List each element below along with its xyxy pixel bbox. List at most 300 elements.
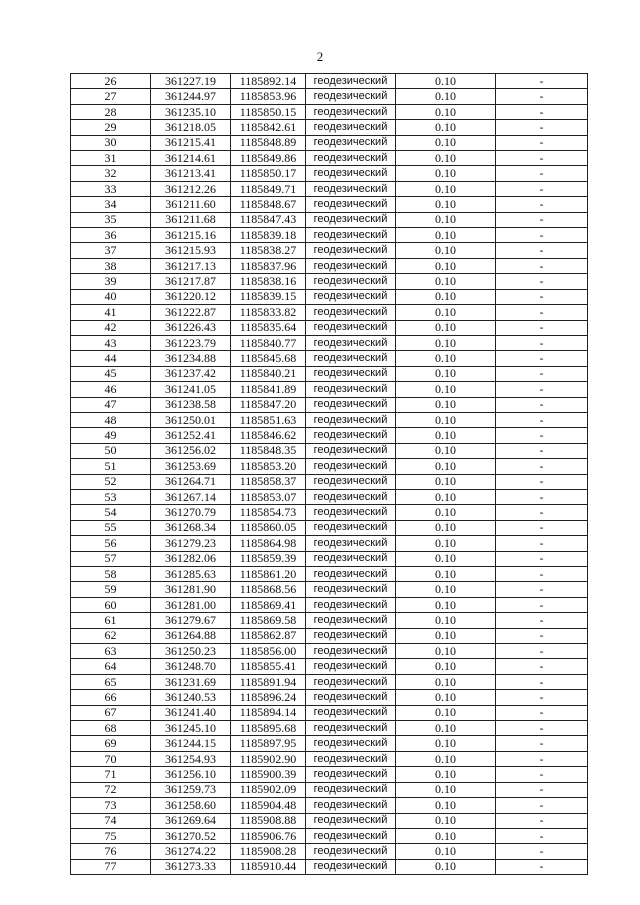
point-number-cell: 38	[71, 258, 151, 273]
note-cell: -	[496, 844, 588, 859]
point-number-cell: 69	[71, 736, 151, 751]
method-cell: геодезический	[306, 644, 396, 659]
precision-cell: 0.10	[396, 351, 496, 366]
point-number-cell: 72	[71, 782, 151, 797]
precision-cell: 0.10	[396, 382, 496, 397]
precision-cell: 0.10	[396, 536, 496, 551]
note-cell: -	[496, 305, 588, 320]
method-cell: геодезический	[306, 798, 396, 813]
x-coordinate-cell: 361215.93	[151, 243, 231, 258]
precision-cell: 0.10	[396, 736, 496, 751]
x-coordinate-cell: 361234.88	[151, 351, 231, 366]
point-number-cell: 33	[71, 181, 151, 196]
note-cell: -	[496, 320, 588, 335]
table-row	[71, 751, 588, 766]
x-coordinate-cell: 361217.13	[151, 258, 231, 273]
method-cell: геодезический	[306, 335, 396, 350]
precision-cell: 0.10	[396, 813, 496, 828]
y-coordinate-cell: 1185847.20	[231, 397, 306, 412]
table-row	[71, 459, 588, 474]
note-cell: -	[496, 289, 588, 304]
note-cell: -	[496, 644, 588, 659]
x-coordinate-cell: 361240.53	[151, 690, 231, 705]
y-coordinate-cell: 1185841.89	[231, 382, 306, 397]
table-row	[71, 135, 588, 150]
x-coordinate-cell: 361279.67	[151, 613, 231, 628]
method-cell: геодезический	[306, 243, 396, 258]
method-cell: геодезический	[306, 613, 396, 628]
method-cell: геодезический	[306, 582, 396, 597]
table-row	[71, 382, 588, 397]
point-number-cell: 59	[71, 582, 151, 597]
precision-cell: 0.10	[396, 582, 496, 597]
x-coordinate-cell: 361267.14	[151, 489, 231, 504]
precision-cell: 0.10	[396, 135, 496, 150]
table-row	[71, 74, 588, 89]
point-number-cell: 40	[71, 289, 151, 304]
note-cell: -	[496, 166, 588, 181]
y-coordinate-cell: 1185855.41	[231, 659, 306, 674]
method-cell: геодезический	[306, 104, 396, 119]
table-row	[71, 782, 588, 797]
y-coordinate-cell: 1185904.48	[231, 798, 306, 813]
y-coordinate-cell: 1185858.37	[231, 474, 306, 489]
table-row	[71, 844, 588, 859]
table-row	[71, 305, 588, 320]
note-cell: -	[496, 228, 588, 243]
method-cell: геодезический	[306, 197, 396, 212]
x-coordinate-cell: 361213.41	[151, 166, 231, 181]
point-number-cell: 29	[71, 120, 151, 135]
point-number-cell: 51	[71, 459, 151, 474]
table-row	[71, 151, 588, 166]
note-cell: -	[496, 736, 588, 751]
precision-cell: 0.10	[396, 459, 496, 474]
y-coordinate-cell: 1185847.43	[231, 212, 306, 227]
method-cell: геодезический	[306, 859, 396, 874]
x-coordinate-cell: 361269.64	[151, 813, 231, 828]
table-row	[71, 628, 588, 643]
table-row	[71, 582, 588, 597]
note-cell: -	[496, 197, 588, 212]
y-coordinate-cell: 1185849.86	[231, 151, 306, 166]
point-number-cell: 65	[71, 674, 151, 689]
method-cell: геодезический	[306, 120, 396, 135]
y-coordinate-cell: 1185856.00	[231, 644, 306, 659]
x-coordinate-cell: 361212.26	[151, 181, 231, 196]
table-row	[71, 721, 588, 736]
precision-cell: 0.10	[396, 690, 496, 705]
point-number-cell: 67	[71, 705, 151, 720]
table-row	[71, 258, 588, 273]
method-cell: геодезический	[306, 767, 396, 782]
y-coordinate-cell: 1185837.96	[231, 258, 306, 273]
method-cell: геодезический	[306, 74, 396, 89]
y-coordinate-cell: 1185840.77	[231, 335, 306, 350]
note-cell: -	[496, 628, 588, 643]
note-cell: -	[496, 690, 588, 705]
x-coordinate-cell: 361264.71	[151, 474, 231, 489]
method-cell: геодезический	[306, 212, 396, 227]
note-cell: -	[496, 705, 588, 720]
note-cell: -	[496, 89, 588, 104]
precision-cell: 0.10	[396, 335, 496, 350]
note-cell: -	[496, 505, 588, 520]
table-row	[71, 674, 588, 689]
note-cell: -	[496, 382, 588, 397]
y-coordinate-cell: 1185838.27	[231, 243, 306, 258]
y-coordinate-cell: 1185897.95	[231, 736, 306, 751]
x-coordinate-cell: 361215.41	[151, 135, 231, 150]
note-cell: -	[496, 721, 588, 736]
precision-cell: 0.10	[396, 289, 496, 304]
precision-cell: 0.10	[396, 474, 496, 489]
point-number-cell: 48	[71, 412, 151, 427]
x-coordinate-cell: 361270.52	[151, 828, 231, 843]
method-cell: геодезический	[306, 397, 396, 412]
y-coordinate-cell: 1185833.82	[231, 305, 306, 320]
x-coordinate-cell: 361218.05	[151, 120, 231, 135]
precision-cell: 0.10	[396, 258, 496, 273]
point-number-cell: 36	[71, 228, 151, 243]
method-cell: геодезический	[306, 228, 396, 243]
table-row	[71, 166, 588, 181]
table-row	[71, 659, 588, 674]
x-coordinate-cell: 361250.23	[151, 644, 231, 659]
precision-cell: 0.10	[396, 844, 496, 859]
table-row	[71, 520, 588, 535]
y-coordinate-cell: 1185840.21	[231, 366, 306, 381]
y-coordinate-cell: 1185908.88	[231, 813, 306, 828]
x-coordinate-cell: 361244.97	[151, 89, 231, 104]
point-number-cell: 64	[71, 659, 151, 674]
y-coordinate-cell: 1185868.56	[231, 582, 306, 597]
table-row	[71, 320, 588, 335]
precision-cell: 0.10	[396, 644, 496, 659]
point-number-cell: 30	[71, 135, 151, 150]
table-row	[71, 351, 588, 366]
x-coordinate-cell: 361211.68	[151, 212, 231, 227]
table-row	[71, 798, 588, 813]
x-coordinate-cell: 361227.19	[151, 74, 231, 89]
x-coordinate-cell: 361264.88	[151, 628, 231, 643]
y-coordinate-cell: 1185849.71	[231, 181, 306, 196]
x-coordinate-cell: 361256.02	[151, 443, 231, 458]
point-number-cell: 49	[71, 428, 151, 443]
x-coordinate-cell: 361281.00	[151, 597, 231, 612]
note-cell: -	[496, 120, 588, 135]
method-cell: геодезический	[306, 428, 396, 443]
y-coordinate-cell: 1185902.90	[231, 751, 306, 766]
point-number-cell: 71	[71, 767, 151, 782]
point-number-cell: 44	[71, 351, 151, 366]
precision-cell: 0.10	[396, 366, 496, 381]
x-coordinate-cell: 361253.69	[151, 459, 231, 474]
method-cell: геодезический	[306, 844, 396, 859]
method-cell: геодезический	[306, 166, 396, 181]
note-cell: -	[496, 674, 588, 689]
method-cell: геодезический	[306, 351, 396, 366]
x-coordinate-cell: 361281.90	[151, 582, 231, 597]
table-row	[71, 474, 588, 489]
note-cell: -	[496, 104, 588, 119]
method-cell: геодезический	[306, 813, 396, 828]
precision-cell: 0.10	[396, 104, 496, 119]
point-number-cell: 31	[71, 151, 151, 166]
precision-cell: 0.10	[396, 613, 496, 628]
point-number-cell: 57	[71, 551, 151, 566]
y-coordinate-cell: 1185846.62	[231, 428, 306, 443]
precision-cell: 0.10	[396, 859, 496, 874]
precision-cell: 0.10	[396, 74, 496, 89]
note-cell: -	[496, 443, 588, 458]
precision-cell: 0.10	[396, 489, 496, 504]
precision-cell: 0.10	[396, 767, 496, 782]
y-coordinate-cell: 1185864.98	[231, 536, 306, 551]
note-cell: -	[496, 366, 588, 381]
table-row	[71, 767, 588, 782]
table-row	[71, 690, 588, 705]
method-cell: геодезический	[306, 151, 396, 166]
y-coordinate-cell: 1185902.09	[231, 782, 306, 797]
method-cell: геодезический	[306, 659, 396, 674]
y-coordinate-cell: 1185869.41	[231, 597, 306, 612]
method-cell: геодезический	[306, 828, 396, 843]
x-coordinate-cell: 361235.10	[151, 104, 231, 119]
method-cell: геодезический	[306, 89, 396, 104]
point-number-cell: 42	[71, 320, 151, 335]
point-number-cell: 75	[71, 828, 151, 843]
table-row	[71, 736, 588, 751]
note-cell: -	[496, 813, 588, 828]
table-row	[71, 443, 588, 458]
x-coordinate-cell: 361211.60	[151, 197, 231, 212]
precision-cell: 0.10	[396, 505, 496, 520]
table-row	[71, 397, 588, 412]
precision-cell: 0.10	[396, 120, 496, 135]
method-cell: геодезический	[306, 551, 396, 566]
table-row	[71, 120, 588, 135]
precision-cell: 0.10	[396, 659, 496, 674]
point-number-cell: 47	[71, 397, 151, 412]
method-cell: геодезический	[306, 366, 396, 381]
note-cell: -	[496, 782, 588, 797]
point-number-cell: 55	[71, 520, 151, 535]
y-coordinate-cell: 1185838.16	[231, 274, 306, 289]
table-row	[71, 489, 588, 504]
point-number-cell: 76	[71, 844, 151, 859]
x-coordinate-cell: 361279.23	[151, 536, 231, 551]
x-coordinate-cell: 361248.70	[151, 659, 231, 674]
note-cell: -	[496, 859, 588, 874]
x-coordinate-cell: 361222.87	[151, 305, 231, 320]
precision-cell: 0.10	[396, 243, 496, 258]
method-cell: геодезический	[306, 597, 396, 612]
precision-cell: 0.10	[396, 274, 496, 289]
note-cell: -	[496, 412, 588, 427]
point-number-cell: 66	[71, 690, 151, 705]
method-cell: геодезический	[306, 135, 396, 150]
note-cell: -	[496, 597, 588, 612]
y-coordinate-cell: 1185908.28	[231, 844, 306, 859]
method-cell: геодезический	[306, 443, 396, 458]
coordinates-table	[70, 73, 588, 875]
point-number-cell: 52	[71, 474, 151, 489]
method-cell: геодезический	[306, 520, 396, 535]
note-cell: -	[496, 258, 588, 273]
point-number-cell: 58	[71, 567, 151, 582]
table-row	[71, 412, 588, 427]
point-number-cell: 32	[71, 166, 151, 181]
note-cell: -	[496, 567, 588, 582]
precision-cell: 0.10	[396, 181, 496, 196]
method-cell: геодезический	[306, 459, 396, 474]
x-coordinate-cell: 361256.10	[151, 767, 231, 782]
x-coordinate-cell: 361268.34	[151, 520, 231, 535]
table-row	[71, 813, 588, 828]
point-number-cell: 39	[71, 274, 151, 289]
point-number-cell: 34	[71, 197, 151, 212]
precision-cell: 0.10	[396, 443, 496, 458]
y-coordinate-cell: 1185910.44	[231, 859, 306, 874]
x-coordinate-cell: 361282.06	[151, 551, 231, 566]
x-coordinate-cell: 361270.79	[151, 505, 231, 520]
note-cell: -	[496, 798, 588, 813]
y-coordinate-cell: 1185845.68	[231, 351, 306, 366]
table-row	[71, 428, 588, 443]
precision-cell: 0.10	[396, 721, 496, 736]
method-cell: геодезический	[306, 382, 396, 397]
y-coordinate-cell: 1185850.17	[231, 166, 306, 181]
note-cell: -	[496, 335, 588, 350]
point-number-cell: 62	[71, 628, 151, 643]
precision-cell: 0.10	[396, 151, 496, 166]
note-cell: -	[496, 582, 588, 597]
note-cell: -	[496, 243, 588, 258]
point-number-cell: 46	[71, 382, 151, 397]
y-coordinate-cell: 1185891.94	[231, 674, 306, 689]
method-cell: геодезический	[306, 567, 396, 582]
note-cell: -	[496, 151, 588, 166]
method-cell: геодезический	[306, 412, 396, 427]
table-row	[71, 551, 588, 566]
point-number-cell: 56	[71, 536, 151, 551]
table-row	[71, 335, 588, 350]
method-cell: геодезический	[306, 721, 396, 736]
y-coordinate-cell: 1185892.14	[231, 74, 306, 89]
note-cell: -	[496, 428, 588, 443]
precision-cell: 0.10	[396, 397, 496, 412]
x-coordinate-cell: 361220.12	[151, 289, 231, 304]
precision-cell: 0.10	[396, 782, 496, 797]
y-coordinate-cell: 1185850.15	[231, 104, 306, 119]
y-coordinate-cell: 1185869.58	[231, 613, 306, 628]
y-coordinate-cell: 1185851.63	[231, 412, 306, 427]
table-row	[71, 212, 588, 227]
precision-cell: 0.10	[396, 305, 496, 320]
method-cell: геодезический	[306, 705, 396, 720]
precision-cell: 0.10	[396, 428, 496, 443]
x-coordinate-cell: 361259.73	[151, 782, 231, 797]
method-cell: геодезический	[306, 782, 396, 797]
table-row	[71, 597, 588, 612]
precision-cell: 0.10	[396, 597, 496, 612]
note-cell: -	[496, 613, 588, 628]
precision-cell: 0.10	[396, 551, 496, 566]
precision-cell: 0.10	[396, 628, 496, 643]
x-coordinate-cell: 361254.93	[151, 751, 231, 766]
note-cell: -	[496, 536, 588, 551]
x-coordinate-cell: 361215.16	[151, 228, 231, 243]
method-cell: геодезический	[306, 289, 396, 304]
x-coordinate-cell: 361237.42	[151, 366, 231, 381]
method-cell: геодезический	[306, 181, 396, 196]
y-coordinate-cell: 1185848.89	[231, 135, 306, 150]
method-cell: геодезический	[306, 628, 396, 643]
point-number-cell: 74	[71, 813, 151, 828]
point-number-cell: 45	[71, 366, 151, 381]
x-coordinate-cell: 361214.61	[151, 151, 231, 166]
coordinates-table-body	[71, 74, 588, 875]
x-coordinate-cell: 361241.40	[151, 705, 231, 720]
y-coordinate-cell: 1185854.73	[231, 505, 306, 520]
note-cell: -	[496, 74, 588, 89]
y-coordinate-cell: 1185861.20	[231, 567, 306, 582]
method-cell: геодезический	[306, 751, 396, 766]
x-coordinate-cell: 361250.01	[151, 412, 231, 427]
note-cell: -	[496, 181, 588, 196]
table-row	[71, 243, 588, 258]
point-number-cell: 37	[71, 243, 151, 258]
method-cell: геодезический	[306, 305, 396, 320]
x-coordinate-cell: 361244.15	[151, 736, 231, 751]
method-cell: геодезический	[306, 536, 396, 551]
point-number-cell: 53	[71, 489, 151, 504]
y-coordinate-cell: 1185896.24	[231, 690, 306, 705]
method-cell: геодезический	[306, 505, 396, 520]
x-coordinate-cell: 361245.10	[151, 721, 231, 736]
precision-cell: 0.10	[396, 751, 496, 766]
x-coordinate-cell: 361285.63	[151, 567, 231, 582]
x-coordinate-cell: 361258.60	[151, 798, 231, 813]
point-number-cell: 61	[71, 613, 151, 628]
point-number-cell: 35	[71, 212, 151, 227]
table-row	[71, 505, 588, 520]
table-row	[71, 89, 588, 104]
note-cell: -	[496, 751, 588, 766]
note-cell: -	[496, 351, 588, 366]
table-row	[71, 859, 588, 874]
y-coordinate-cell: 1185900.39	[231, 767, 306, 782]
y-coordinate-cell: 1185853.96	[231, 89, 306, 104]
point-number-cell: 63	[71, 644, 151, 659]
point-number-cell: 28	[71, 104, 151, 119]
x-coordinate-cell: 361241.05	[151, 382, 231, 397]
table-row	[71, 567, 588, 582]
note-cell: -	[496, 474, 588, 489]
table-row	[71, 613, 588, 628]
precision-cell: 0.10	[396, 705, 496, 720]
y-coordinate-cell: 1185895.68	[231, 721, 306, 736]
precision-cell: 0.10	[396, 828, 496, 843]
table-row	[71, 104, 588, 119]
note-cell: -	[496, 659, 588, 674]
point-number-cell: 27	[71, 89, 151, 104]
y-coordinate-cell: 1185835.64	[231, 320, 306, 335]
method-cell: геодезический	[306, 320, 396, 335]
note-cell: -	[496, 520, 588, 535]
table-row	[71, 289, 588, 304]
